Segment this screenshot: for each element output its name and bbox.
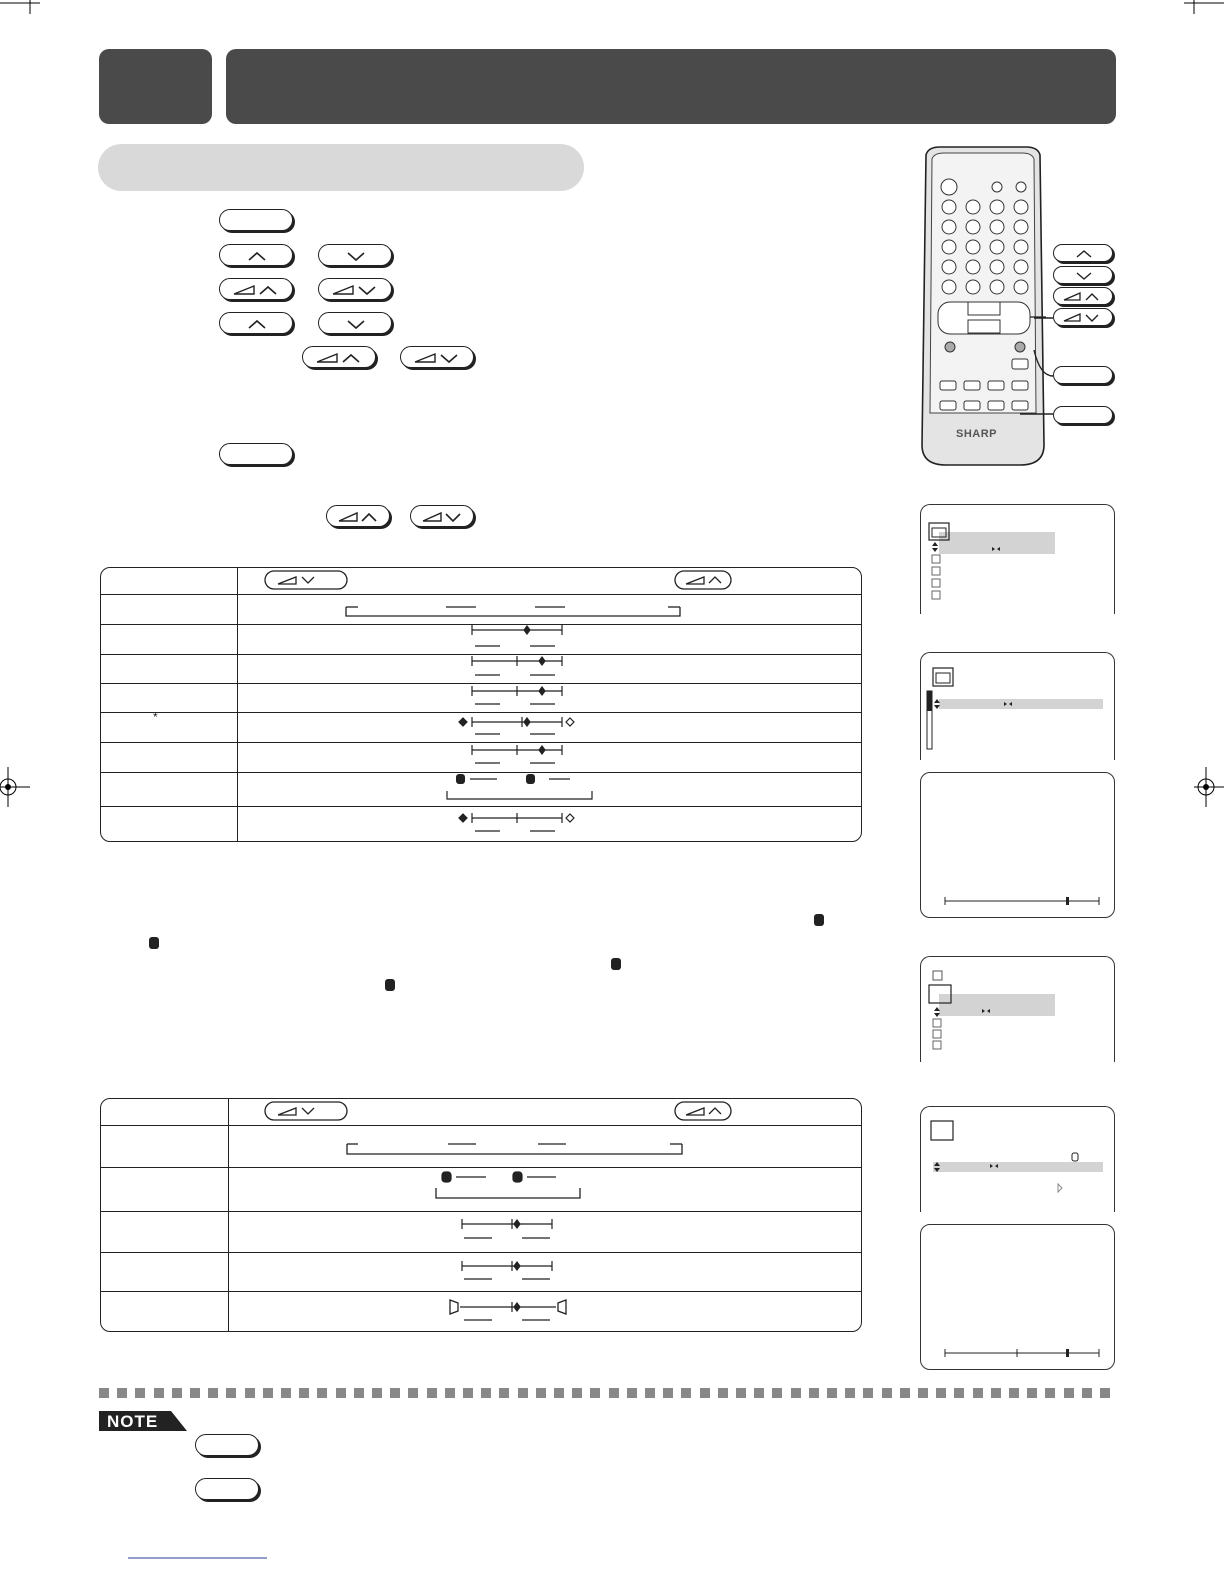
separator-dot [772, 1388, 782, 1398]
channel-two-icon [385, 979, 397, 993]
volume-down-button-3[interactable] [410, 505, 474, 527]
volume-up-button-2[interactable] [302, 346, 376, 368]
separator-dot [317, 1388, 327, 1398]
osd-picture-adjust-bar [920, 772, 1115, 918]
separator-dot [973, 1388, 983, 1398]
volume-up-button[interactable] [219, 278, 293, 300]
note-menu-button[interactable] [195, 1434, 259, 1456]
separator-dot [226, 1388, 236, 1398]
separator-dot [554, 1388, 564, 1398]
separator-dot [1009, 1388, 1019, 1398]
separator-dot [1082, 1388, 1092, 1398]
channel-down-button[interactable] [318, 244, 392, 266]
separator-dot [900, 1388, 910, 1398]
separator-dot [572, 1388, 582, 1398]
separator-dot [882, 1388, 892, 1398]
separator-dot [718, 1388, 728, 1398]
note-separator [99, 1388, 1117, 1400]
channel-one-icon [611, 958, 623, 972]
sound-adjust-diagrams [100, 1098, 862, 1332]
menu-button-2[interactable] [219, 443, 293, 465]
separator-dot [99, 1388, 109, 1398]
separator-dot [627, 1388, 637, 1398]
remote-brand-label: SHARP [956, 428, 998, 440]
note-return-button[interactable] [195, 1478, 259, 1500]
osd-picture-submenu [920, 652, 1115, 760]
separator-dot [427, 1388, 437, 1398]
volume-down-button[interactable] [318, 278, 392, 300]
separator-dot [1027, 1388, 1037, 1398]
separator-dot [954, 1388, 964, 1398]
volume-up-button-3[interactable] [326, 505, 390, 527]
separator-dot [408, 1388, 418, 1398]
separator-dot [736, 1388, 746, 1398]
volume-down-button-2[interactable] [400, 346, 474, 368]
separator-dot [536, 1388, 546, 1398]
remote-volume-up-callout[interactable] [1053, 287, 1113, 305]
picture-adjust-diagrams [100, 567, 862, 842]
separator-dot [700, 1388, 710, 1398]
remote-channel-up-callout[interactable] [1053, 244, 1113, 262]
separator-dot [863, 1388, 873, 1398]
separator-dot [281, 1388, 291, 1398]
separator-dot [263, 1388, 273, 1398]
osd-sound-submenu [920, 1106, 1115, 1212]
separator-dot [481, 1388, 491, 1398]
remote-channel-down-callout[interactable] [1053, 266, 1113, 284]
separator-dot [645, 1388, 655, 1398]
separator-dot [1064, 1388, 1074, 1398]
channel-down-button-2[interactable] [318, 312, 392, 334]
separator-dot [190, 1388, 200, 1398]
channel-two-icon [149, 937, 161, 951]
separator-dot [390, 1388, 400, 1398]
separator-dot [827, 1388, 837, 1398]
note-label: NOTE [99, 1411, 187, 1431]
separator-dot [809, 1388, 819, 1398]
separator-dot [663, 1388, 673, 1398]
osd-sound-menu [920, 956, 1115, 1062]
separator-dot [154, 1388, 164, 1398]
remote-volume-down-callout[interactable] [1053, 308, 1113, 326]
osd-picture-menu [920, 504, 1115, 614]
menu-button[interactable] [219, 209, 293, 231]
separator-dot [135, 1388, 145, 1398]
separator-dot [299, 1388, 309, 1398]
separator-dot [681, 1388, 691, 1398]
separator-dot [1045, 1388, 1055, 1398]
separator-dot [918, 1388, 928, 1398]
separator-dot [590, 1388, 600, 1398]
separator-dot [336, 1388, 346, 1398]
separator-dot [936, 1388, 946, 1398]
channel-up-button[interactable] [219, 244, 293, 266]
separator-dot [991, 1388, 1001, 1398]
separator-dot [845, 1388, 855, 1398]
separator-dot [208, 1388, 218, 1398]
separator-dot [463, 1388, 473, 1398]
separator-dot [518, 1388, 528, 1398]
separator-dot [609, 1388, 619, 1398]
channel-up-button-2[interactable] [219, 312, 293, 334]
remote-menu-callout[interactable] [1053, 366, 1113, 384]
separator-dot [499, 1388, 509, 1398]
separator-dot [445, 1388, 455, 1398]
table-asterisk: * [153, 710, 158, 724]
separator-dot [372, 1388, 382, 1398]
separator-dot [1100, 1388, 1110, 1398]
separator-dot [754, 1388, 764, 1398]
separator-dot [245, 1388, 255, 1398]
separator-dot [354, 1388, 364, 1398]
osd-sound-adjust-bar [920, 1224, 1115, 1370]
separator-dot [172, 1388, 182, 1398]
separator-dot [117, 1388, 127, 1398]
remote-return-callout[interactable] [1053, 406, 1113, 424]
separator-dot [791, 1388, 801, 1398]
channel-one-icon [814, 914, 826, 928]
